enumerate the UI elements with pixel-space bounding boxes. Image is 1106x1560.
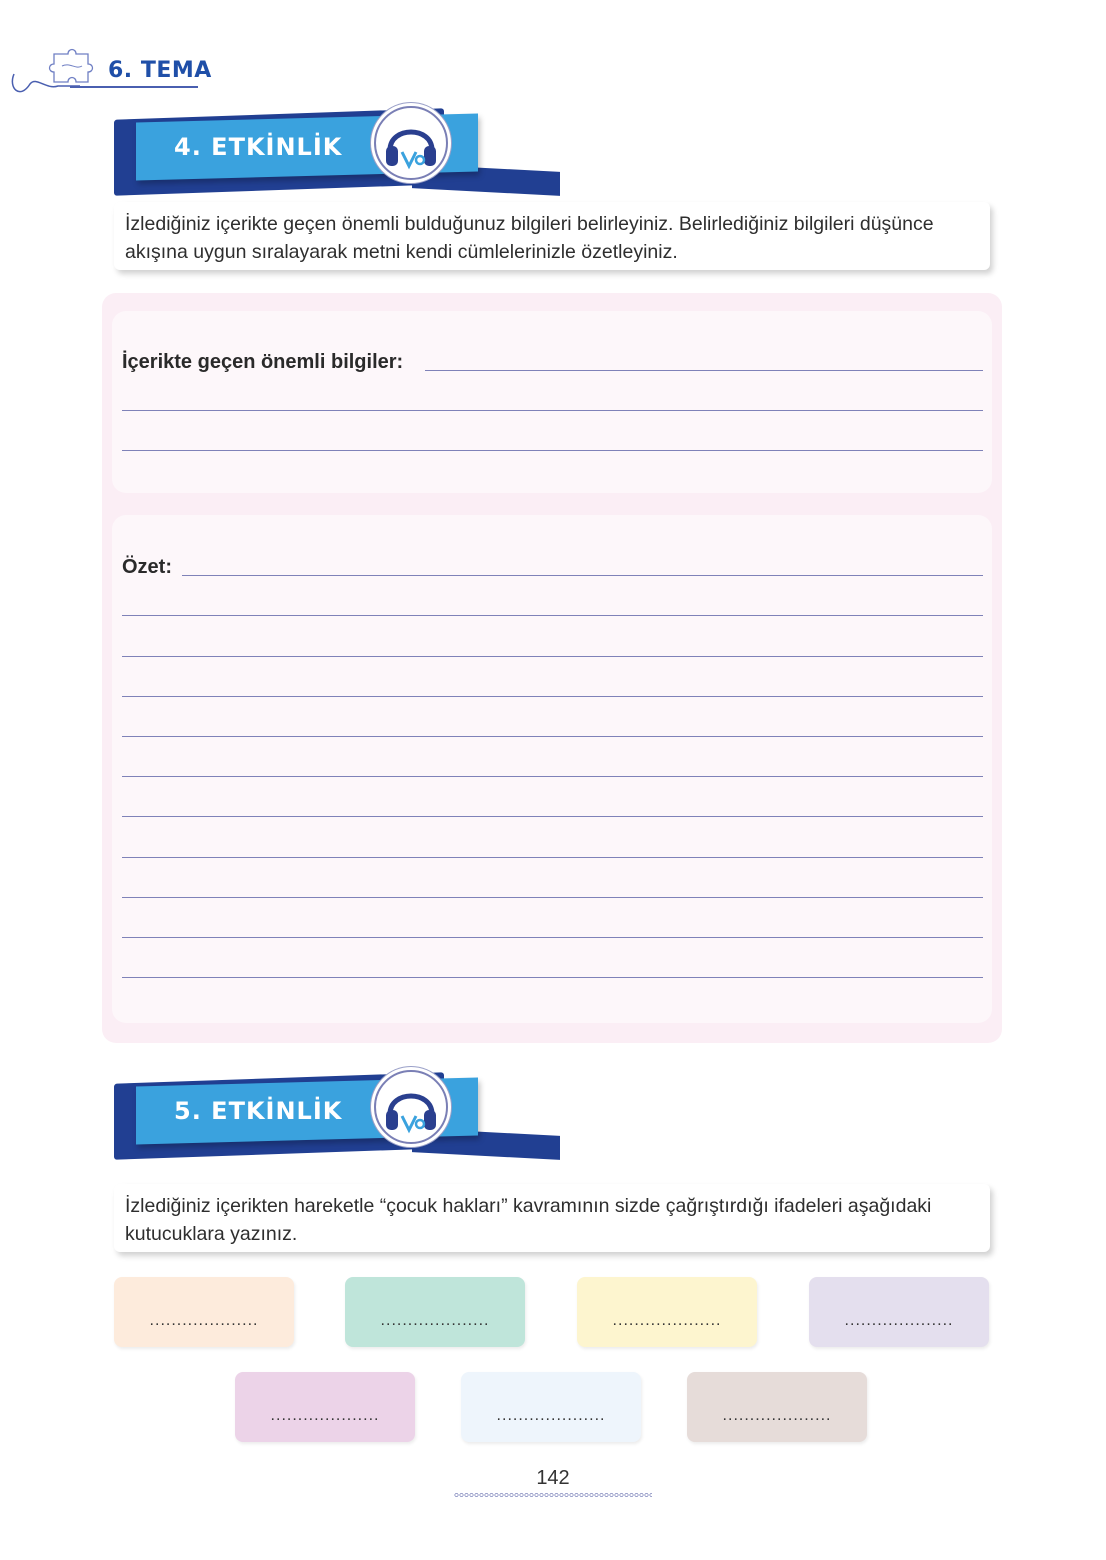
important-info-label: İçerikte geçen önemli bilgiler:	[122, 351, 404, 373]
writing-line	[122, 977, 983, 978]
puzzle-icon	[10, 44, 110, 100]
answer-box[interactable]: ....................	[461, 1372, 641, 1442]
writing-line	[122, 897, 983, 898]
writing-line	[122, 615, 983, 616]
writing-line	[182, 575, 983, 576]
writing-line	[122, 816, 983, 817]
activity5-instruction: İzlediğiniz içerikten hareketle “çocuk hakları” kavramının sizde çağrıştırdığı ifadeleri aşağıdaki kutucuklara yazınız.	[114, 1184, 990, 1252]
activity4-instruction: İzlediğiniz içerikte geçen önemli bulduğunuz bilgileri belirleyiniz. Belirlediğiniz bilgileri düşünce akışına uygun sıralayarak metni kendi cümlelerinizle özetleyiniz.	[114, 202, 990, 270]
summary-label: Özet:	[122, 556, 172, 578]
writing-line	[122, 736, 983, 737]
page-number-decoration	[454, 1492, 652, 1498]
activity5-label: 5. ETKİNLİK	[174, 1097, 343, 1125]
writing-line	[122, 937, 983, 938]
summary-section	[112, 515, 992, 1023]
activity5-banner	[112, 1074, 484, 1162]
writing-line	[122, 450, 983, 451]
headphones-icon	[374, 106, 448, 180]
writing-line	[122, 656, 983, 657]
answer-box[interactable]: ....................	[345, 1277, 525, 1347]
important-info-section	[112, 311, 992, 493]
page-number: 142	[536, 1467, 570, 1489]
answer-box[interactable]: ....................	[235, 1372, 415, 1442]
answer-box[interactable]: ....................	[809, 1277, 989, 1347]
headphones-icon	[374, 1070, 448, 1144]
writing-line	[122, 696, 983, 697]
writing-line	[122, 410, 983, 411]
answer-box[interactable]: ....................	[114, 1277, 294, 1347]
answer-box[interactable]: ....................	[687, 1372, 867, 1442]
theme-title: 6. TEMA	[108, 58, 212, 83]
activity4-label: 4. ETKİNLİK	[174, 133, 343, 161]
answer-box[interactable]: ....................	[577, 1277, 757, 1347]
writing-line	[122, 776, 983, 777]
writing-panel	[102, 293, 1002, 1043]
writing-line	[122, 857, 983, 858]
theme-underline	[70, 86, 198, 88]
activity4-banner	[112, 110, 484, 198]
writing-line	[425, 370, 983, 371]
